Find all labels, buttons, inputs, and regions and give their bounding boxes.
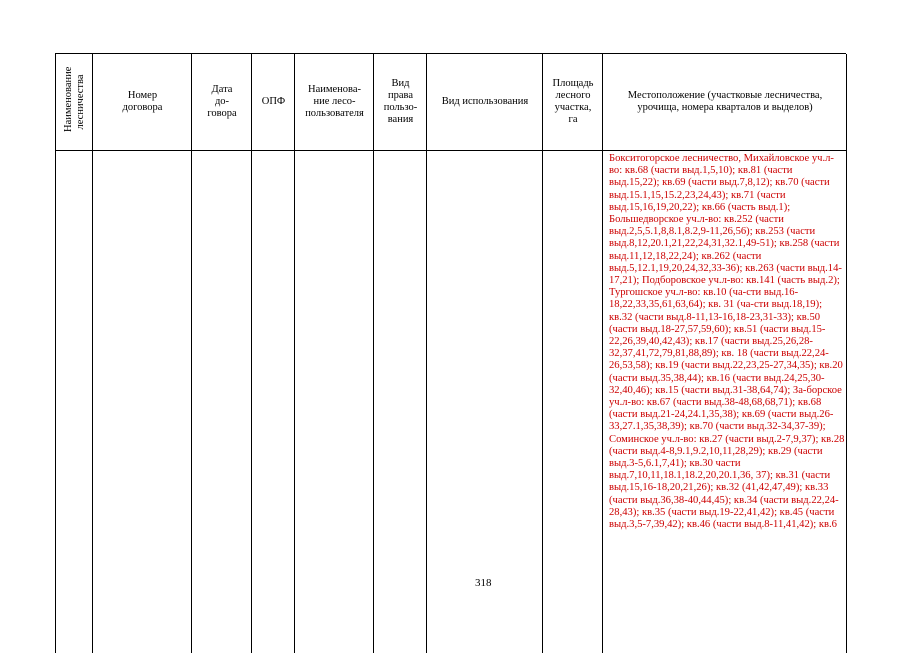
header-user-name: Наименова-ние лесо-пользователя (305, 84, 364, 119)
contracts-table (55, 53, 846, 653)
header-use-type: Вид использования (441, 96, 529, 107)
header-right-type: Вид права пользо-вания (383, 78, 418, 125)
header-opf: ОПФ (261, 96, 286, 107)
header-contract-number: Номер договора (122, 90, 163, 113)
header-area: Площадь лесного участка, га (552, 78, 594, 125)
header-forestry: Наименование лесничества (62, 66, 86, 132)
header-divider (56, 150, 846, 151)
header-location: Местоположение (участковые лесничества, урочища, номера кварталов и выделов) (627, 90, 823, 113)
location-cell-text: Бокситогорское лесничество, Михайловское уч.л-во: кв.68 (части выд.1,5,10); кв.81 (части выд.15,22); кв.69 (части выд.7,8,12); кв.70 (части выд.15.1,15,15.2,23,24,43); кв.71 (части выд.15,16,19,20,22); кв.66 (часть выд.1); Большедворское уч.л-во: кв.252 (части выд.2,5,5.1,8,8.1,8.2,9-11,26,56); кв.253 (части выд.8,12,20.1,21,22,24,31,32.1,49-51); кв.258 (части выд.11,12,18,22,24); кв.262 (части выд.5,12.1,19,20,24,32,33-36); кв.263 (части выд.14-17,21); Подборовское уч.л-во: кв.141 (часть выд.2); Тургошское уч.л-во: кв.10 (ча-сти выд.16-18,22,33,35,61,63,64); кв. 31 (ча-сти выд.18,19); кв.32 (части выд.8-11,13-16,18-23,31-33); кв.50 (части выд.18-27,57,59,60); кв.51 (части выд.15-22,26,39,40,42,43); кв.17 (части выд.25,26,28-32,37,41,72,79,81,88,89); кв. 18 (части выд.22,24-26,53,58); кв.19 (части выд.22,23,25-27,34,35); кв.20 (части выд.35,38,44); кв.16 (части выд.24,25,30-32,40,46); кв.15 (части выд.31-38,64,74); За-борское уч.л-во: кв.67 (части выд.38-48,68,68,71); кв.68 (части выд.21-24,24.1,35,38); кв.69 (части выд.26-33,27.1,35,38,39); кв.70 (части выд.32-34,37-39); Соминское уч.л-во: кв.27 (части выд.2-7,9,37); кв.28 (части выд.4-8,9.1,9.2,10,11,28,29); кв.29 (части выд.3-5,6.1,7,41); кв.30 части выд.7,10,11,18.1,18.2,20,20.1,36, 37); кв.31 (части выд.15,16-18,20,21,26); кв.32 (41,42,47,49); кв.33 (части выд.36,38-40,44,45); кв.34 (части выд.22,24-28,43); кв.35 (части выд.19-22,41,42); кв.45 (части выд.3,5-7,39,42); кв.46 (части выд.8-11,41,42); кв.6 (609, 153, 845, 531)
page-number: 318 (475, 577, 492, 589)
header-contract-date: Дата до-говора (207, 84, 237, 119)
